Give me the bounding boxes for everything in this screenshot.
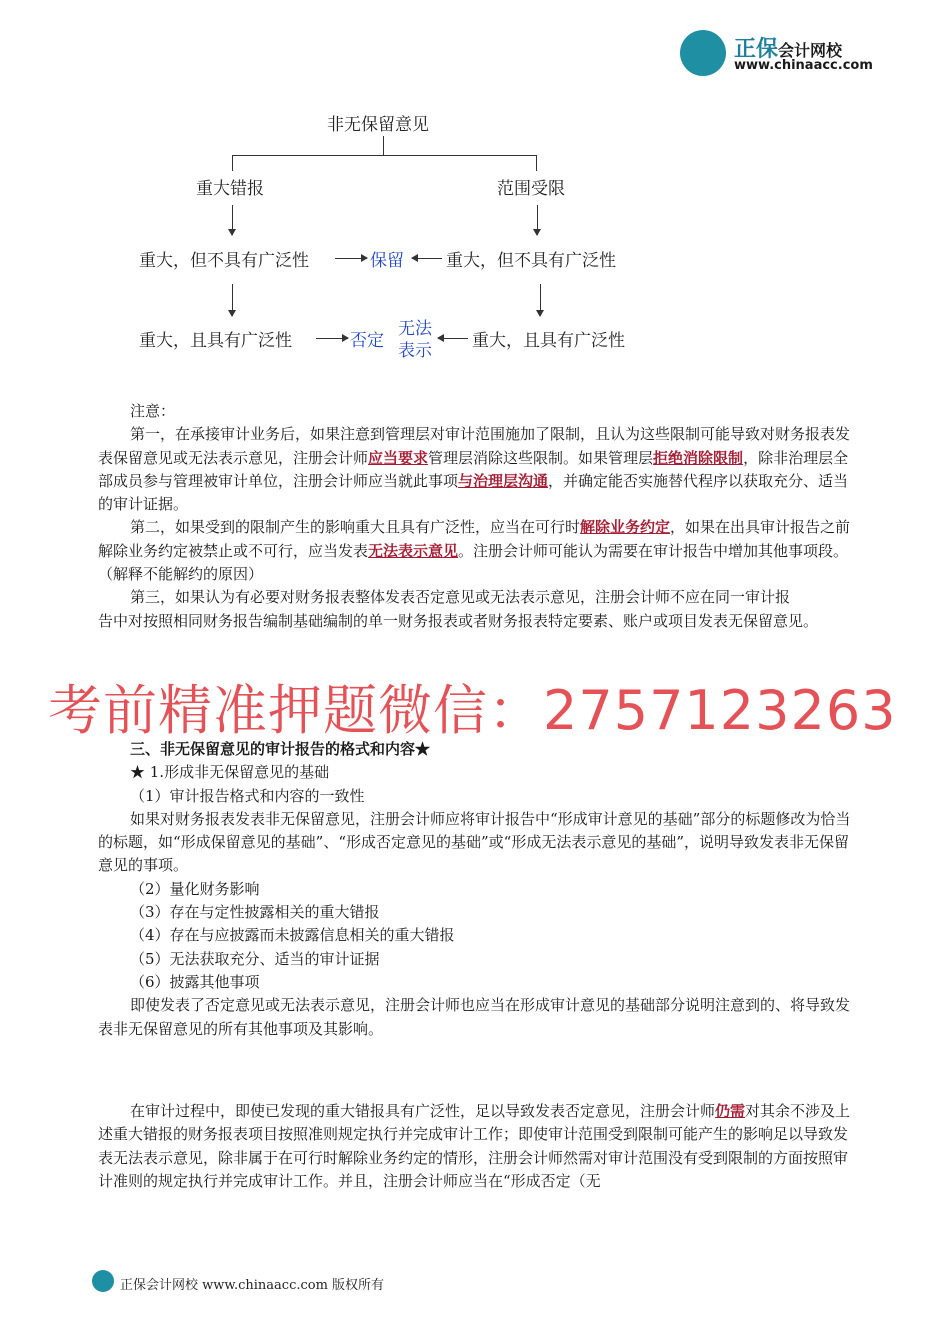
arrow-left-icon [412,258,442,259]
brand-name: 正保会计网校 [734,37,843,62]
arrow-down-icon [540,284,541,316]
diagram-connector [232,155,537,156]
last-paragraph: 在审计过程中，即使已发现的重大错报具有广泛性，足以导致发表否定意见，注册会计师仍需对其余不涉及上述重大错报的财务报表项目按照准则规定执行并完成审计工作；即使审计范围受到限制可能产生的影响足以导致发表无法表示意见，除非属于在可行时解除业务约定的情形，注册会计师然需对审计范围没有受到限制的方面按照审计准则的规定执行并完成审计工作。并且，注册会计师应当在“形成否定（无 [98,1102,851,1190]
diagram-right-branch: 范围受限 [497,179,565,199]
notes-paragraph-3: 第三，如果认为有必要对财务报表整体发表否定意见或无法表示意见，注册会计师不应在同一审计报 [130,588,791,607]
notes-paragraph-1: 第一，在承接审计业务后，如果注意到管理层对审计范围施加了限制，且认为这些限制可能导致对财务报表发表保留意见或无法表示意见，注册会计师应当要求管理层消除这些限制。如果管理层拒绝消除限制，除非治理层全部成员参与管理被审计单位，注册会计师应当就此事项与治理层沟通，并确定能否实施替代程序以获取充分、适当的审计证据。 [98,425,851,514]
list-item: （3）存在与定性披露相关的重大错报 [130,903,380,922]
diagram-row2-left: 重大，但不具有广泛性 [139,251,309,271]
notes-paragraph-2: 第二，如果受到的限制产生的影响重大且具有广泛性，应当在可行时解除业务约定，如果在出具审计报告之前解除业务约定被禁止或不可行，应当发表无法表示意见。注册会计师可能认为需要在审计报告中增加其他事项段。（解释不能解约的原因） [98,518,851,584]
notes-section [98,400,856,633]
diagram-row2-right: 重大，但不具有广泛性 [446,251,616,271]
arrow-down-icon [232,205,233,235]
diagram-row3-right: 重大，且具有广泛性 [472,331,625,351]
section-3-body: 如果对财务报表发表非无保留意见，注册会计师应将审计报告中“形成审计意见的基础”部分的标题修改为恰当的标题，如“形成保留意见的基础”、“形成否定意见的基础”或“形成无法表示意见的基础”，说明导致发表非无保留意见的事项。 [98,809,851,875]
list-item: （4）存在与应披露而未披露信息相关的重大错报 [130,926,455,945]
diagram-connector [232,155,233,171]
arrow-right-icon [316,338,348,339]
list-item: （2）量化财务影响 [130,879,260,898]
list-item: （6）披露其他事项 [130,972,260,991]
arrow-left-icon [438,338,468,339]
footer-logo-icon [92,1270,114,1292]
section-3 [98,738,856,1041]
list-item: （5）无法获取充分、适当的审计证据 [130,949,380,968]
diagram-disclaimer-line1: 无法 [398,319,432,339]
diagram-disclaimer-line2: 表示 [398,341,432,361]
arrow-down-icon [232,284,233,316]
notes-paragraph-3-cont: 告中对按照相同财务报告编制基础编制的单一财务报表或者财务报表特定要素、账户或项目发表无保留意见。 [98,611,819,630]
footer-copyright: 正保会计网校 www.chinaacc.com 版权所有 [120,1278,385,1293]
section-3-closing: 即使发表了否定意见或无法表示意见，注册会计师也应当在形成审计意见的基础部分说明注意到的、将导致发表非无保留意见的所有其他事项及其影响。 [98,996,851,1038]
diagram-adverse: 否定 [350,331,384,351]
logo-icon [680,30,726,76]
arrow-down-icon [537,205,538,235]
section-3-heading: 三、非无保留意见的审计报告的格式和内容★ [130,740,431,758]
diagram-left-branch: 重大错报 [196,179,264,199]
section-3-subheading: ★ 1.形成非无保留意见的基础 [130,763,330,782]
diagram-row3-left: 重大，且具有广泛性 [139,331,292,351]
notes-title: 注意： [130,402,176,420]
diagram-connector [383,136,384,156]
diagram-connector [536,155,537,171]
arrow-right-icon [335,258,367,259]
list-item: （1）审计报告格式和内容的一致性 [130,786,365,805]
brand-url: www.chinaacc.com [734,58,873,73]
watermark-text: 考前精准押题微信：2757123263 [48,679,897,742]
diagram-qualified: 保留 [370,251,404,271]
diagram-root: 非无保留意见 [327,115,429,135]
